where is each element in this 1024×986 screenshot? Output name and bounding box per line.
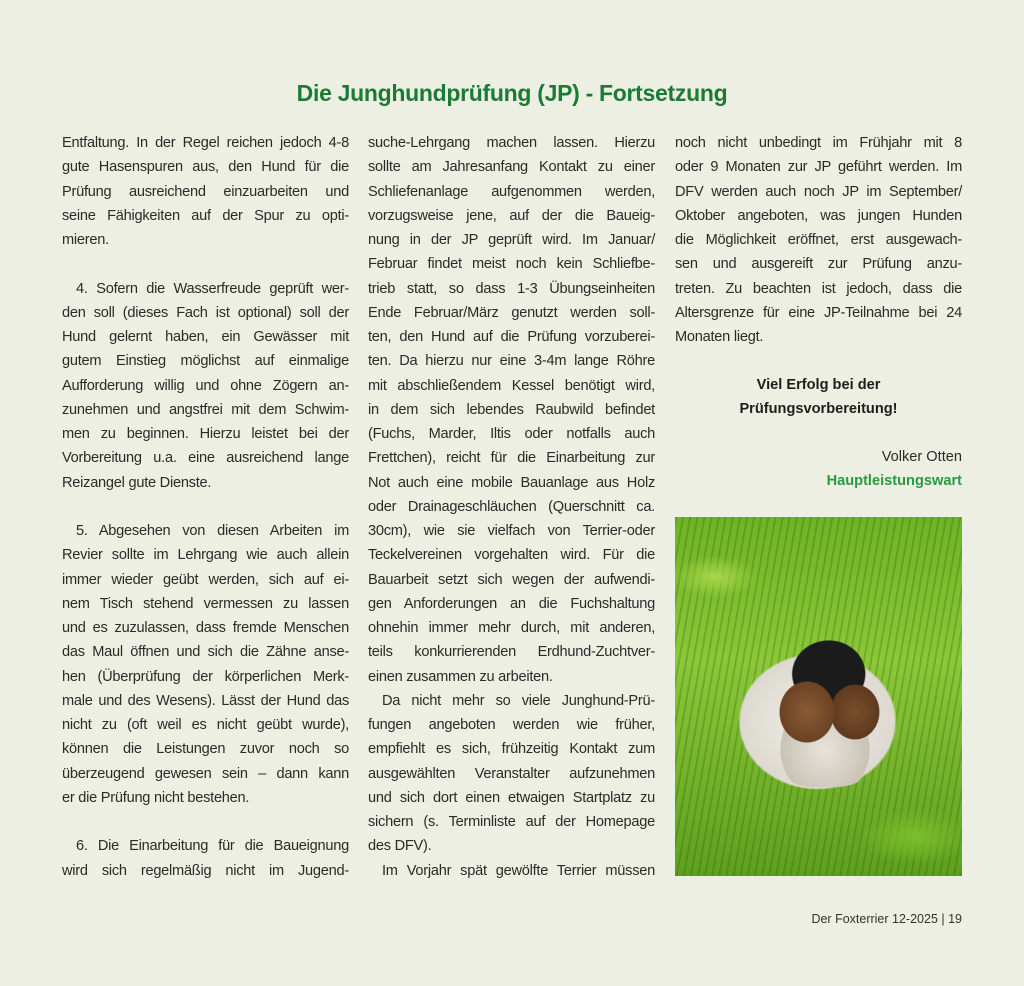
text-line: gen Anforderungen an die Fuchshaltung [368,595,655,612]
text-line: ten, den Hund auf die Prüfung vorzuberei- [368,329,655,345]
text-line: seine Fähigkeiten auf der Spur zu opti- [62,207,349,224]
dog-face [765,662,885,787]
text-line: Altersgrenze für eine JP-Teilnahme bei 24 [675,304,962,321]
text-line: zunehmen und angstfrei mit dem Schwim- [62,401,349,418]
text-line: Frettchen), reicht für die Einarbeitung zur [368,450,655,467]
text-line: trieb statt, so dass 1-3 Übungseinheiten [368,280,655,297]
paragraph [368,859,655,883]
text-line: male und des Wesens). Lässt der Hund das [62,692,349,709]
text-line: in dem sich lebendes Raubwild befindet [368,401,655,418]
text-line: empfiehlt es sich, frühzeitig Kontakt zum [368,741,655,758]
text-line: Februar findet meist noch kein Schliefbe- [368,256,655,273]
text-line: men zu beginnen. Hierzu leistet bei der [62,426,349,442]
text-line: (Fuchs, Marder, Iltis oder notfalls auch [368,426,655,442]
text-line: Teckelvereinen vorgehalten wird. Für die [368,547,655,564]
text-line: ohnehin immer mehr durch, mit anderen, [368,620,655,636]
paragraph-gap [62,252,349,276]
text-line: 5. Abgesehen von diesen Arbeiten im [76,523,349,539]
text-line: teils konkurrierenden Erdhund-Zuchtver- [368,644,655,661]
text-line: mit abschließendem Kessel benötigt wird, [368,377,655,394]
text-line: und es zuzulassen, dass fremde Menschen [62,620,349,636]
text-line: wird sich regelmäßig nicht im Jugend- [62,862,349,879]
text-line: 6. Die Einarbeitung für die Baueignung [76,838,349,855]
text-line: vorzugsweise jene, auf der die Baueig- [368,207,655,224]
text-line: mieren. [62,232,109,248]
text-line: 4. Sofern die Wasserfreude geprüft wer- [76,280,349,297]
text-line: einen zusammen zu arbeiten. [368,668,553,685]
text-line: Aufforderung willig und ohne Zögern an- [62,377,349,394]
text-line: des DFV). [368,838,432,855]
text-line: immer wieder geübt werden, sich auf ei- [62,571,349,588]
text-line: die Möglichkeit eröffnet, erst ausgewach- [675,232,962,248]
text-line: nung in der JP geprüft wird. Im Januar/ [368,232,655,248]
paragraph [62,834,349,883]
text-line: sichern (s. Terminliste auf der Homepage [368,814,655,830]
text-line: sen und ausgereift zur Prüfung anzu- [675,256,962,273]
article-column-2 [368,131,655,883]
paragraph [62,519,349,810]
text-line: fungen angeboten werden wie früher, [368,717,655,733]
text-line: oder 9 Monaten zur JP geführt werden. Im [675,159,962,176]
page-title: Die Junghundprüfung (JP) - Fortsetzung [296,80,728,106]
text-line: Ende Februar/März genutzt werden soll- [368,304,655,321]
paragraph [368,689,655,859]
text-line: Monaten liegt. [675,329,764,345]
paragraph [675,131,962,349]
closing-line: Prüfungsvorbereitung! [739,401,898,418]
text-line: gute Hasenspuren aus, den Hund für die [62,159,349,176]
paragraph [62,131,349,252]
text-line: sollte am Jahresanfang Kontakt zu einer [368,159,655,176]
text-line: DFV werden auch noch JP im September/ [675,183,962,200]
closing-line: Viel Erfolg bei der [756,377,881,393]
text-line: ten. Da hierzu nur eine 3-4m lange Röhre [368,353,655,370]
text-line: Im Vorjahr spät gewölfte Terrier müssen [382,862,655,879]
text-line: hen (Überprüfung der körperlichen Merk- [62,668,349,685]
text-line: suche-Lehrgang machen lassen. Hierzu [368,135,655,151]
text-line: Bauarbeit setzt sich wegen der aufwendi- [368,571,655,588]
text-line: 30cm), wie sie vielfach von Terrier-oder [368,523,655,539]
text-line: Schliefenanlage aufgenommen werden, [368,183,655,200]
text-line: Not auch eine mobile Bauanlage aus Holz [368,474,655,491]
paragraph-gap [62,495,349,519]
text-line: Prüfung ausreichend einzuarbeiten und [62,183,349,200]
text-line: Hund gelernt haben, ein Gewässer mit [62,329,349,345]
text-line: das Maul öffnen und sich die Zähne anse- [62,644,349,661]
text-line: können die Leistungen zuvor noch so [62,741,349,758]
dog-photo [675,517,962,876]
text-line: gutem Einstieg möglichst auf einmalige [62,353,349,370]
text-line: er die Prüfung nicht bestehen. [62,789,250,806]
text-line: ausgewählten Veranstalter aufzunehmen [368,765,655,782]
text-line: Entfaltung. In der Regel reichen jedoch 4-8 [62,135,349,151]
paragraph [368,131,655,689]
paragraph-gap [62,810,349,834]
text-line: überzeugend gewesen sein – dann kann [62,765,349,782]
text-line: treten. Zu beachten ist jedoch, dass die [675,280,962,297]
article-column-1 [62,131,349,883]
page-footer: Der Foxterrier 12-2025 | 19 [811,912,962,926]
paragraph [62,277,349,495]
author-role: Hauptleistungswart [826,473,962,489]
text-line: nem Tisch stehend vermessen zu lassen [62,595,349,612]
closing-note [675,373,962,422]
article-column-3 [675,131,962,349]
text-line: nicht zu (oft weil es nicht geübt wurde), [62,717,349,733]
text-line: den soll (dieses Fach ist optional) soll der [62,304,349,321]
text-line: Oktober angeboten, was jungen Hunden [675,207,962,224]
text-line: Revier sollte im Lehrgang wie auch allein [62,547,349,564]
text-line: und sich dort einen etwaigen Startplatz zu [368,789,655,806]
text-line: Reizangel gute Dienste. [62,474,212,491]
text-line: noch nicht unbedingt im Frühjahr mit 8 [675,135,962,151]
text-line: Da nicht mehr so viele Junghund-Prü- [382,692,655,709]
author-name: Volker Otten [881,449,962,465]
text-line: Vorbereitung u.a. eine ausreichend lange [62,450,349,467]
text-line: oder Drainageschläuchen (Querschnitt ca. [368,498,655,515]
